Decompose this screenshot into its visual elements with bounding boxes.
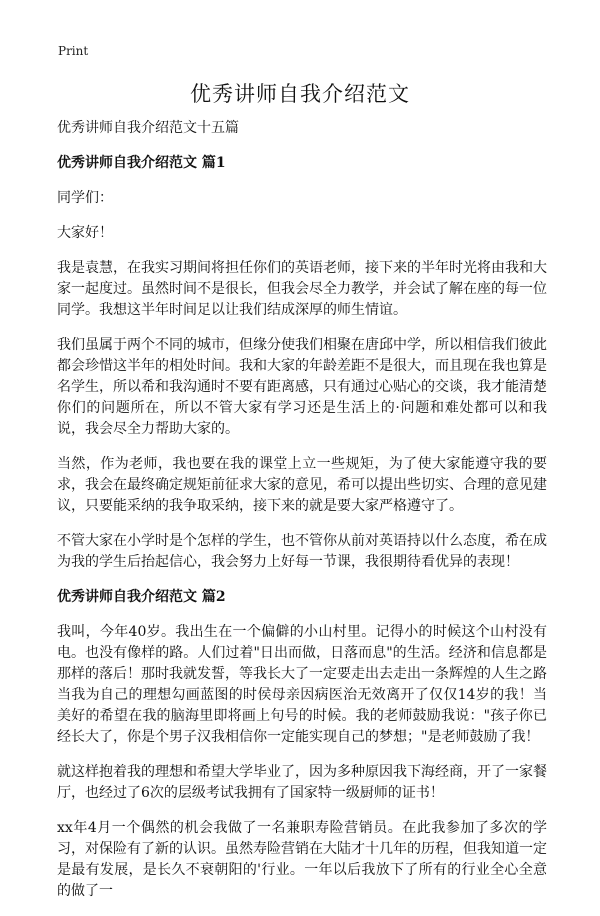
document-subtitle: 优秀讲师自我介绍范文十五篇: [57, 120, 239, 136]
paragraph: 不管大家在小学时是个怎样的学生，也不管你从前对英语持以什么态度，希在成为我的学生后抬起信心，我会努力上好每一节课，我很期待看优异的表现！: [57, 533, 547, 570]
paragraph: 我叫，今年40岁。我出生在一个偏僻的小山村里。记得小的时候这个山村没有电。也没有像样的路。人们过着"日出而做，日落而息"的生活。经济和信息都是那样的落后！那时我就发誓，等我长大了一定要走出去走出一条辉煌的人生之路当我为自己的理想勾画蓝图的时侯母亲因病医治无效离开了仅仅14岁的我！当美好的希望在我的脑海里即将画上句号的时候。我的老师鼓励我说："孩子你已经长大了，你是个男子汉我相信你一定能实现自己的梦想；"是老师鼓励了我！: [57, 624, 547, 745]
paragraph: 我是袁慧，在我实习期间将担任你们的英语老师，接下来的半年时光将由我和大家一起度过。虽然时间不是很长，但我会尽全力教学，并会试了解在座的每一位同学。我想这半年时间足以让我们结成深厚的师生情谊。: [57, 260, 547, 318]
paragraph: 我们虽属于两个不同的城市，但缘分使我们相聚在唐邱中学，所以相信我们彼此都会珍惜这半年的相处时间。我和大家的年龄差距不是很大，而且现在我也算是名学生，所以希和我沟通时不要有距离感，只有通过心贴心的交谈，我才能清楚你们的问题所在，所以不管大家有学习还是生活上的·问题和难处都可以和我说，我会尽全力帮助大家的。: [57, 337, 547, 437]
print-link[interactable]: Print: [58, 44, 89, 58]
paragraph: 就这样抱着我的理想和希望大学毕业了，因为多种原因我下海经商，开了一家餐厅，也经过了6次的层级考试我拥有了国家特一级厨师的证书！: [57, 764, 547, 801]
section-2: [57, 587, 547, 902]
paragraph: 当然，作为老师，我也要在我的课堂上立一些规矩，为了使大家能遵守我的要求，我会在最终确定规矩前征求大家的意见，希可以提出些切实、合理的意见建议，只要能采纳的我争取采纳，接下来的就是要大家严格遵守了。: [57, 456, 547, 514]
paragraph: xx年4月一个偶然的机会我做了一名兼职寿险营销员。在此我参加了多次的学习，对保险有了新的认识。虽然寿险营销在大陆才十几年的历程，但我知道一定是最有发展，是长久不衰朝阳的'行业。一年以后我放下了所有的行业全心全意的做了一: [57, 820, 547, 899]
section-1: [57, 153, 547, 573]
paragraph: 大家好！: [57, 225, 113, 241]
document-body: [57, 118, 547, 916]
section-heading: 优秀讲师自我介绍范文 篇2: [57, 589, 226, 605]
paragraph: 同学们：: [57, 190, 113, 206]
section-heading: 优秀讲师自我介绍范文 篇1: [57, 155, 226, 171]
page-title: 优秀讲师自我介绍范文: [190, 82, 410, 106]
